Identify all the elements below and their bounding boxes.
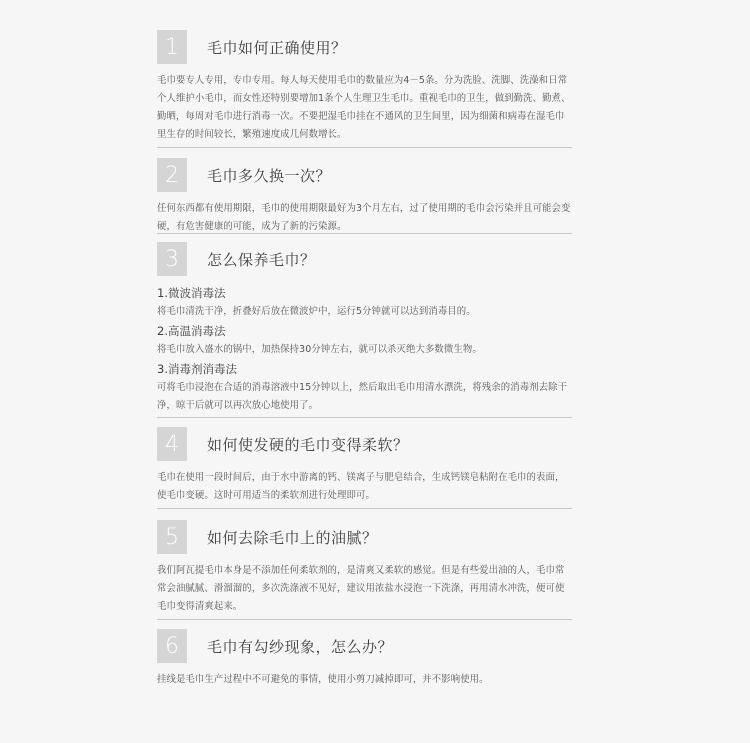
method-title: 3.消毒剂消毒法	[157, 362, 237, 376]
method-title: 2.高温消毒法	[157, 324, 226, 338]
section-paragraph: 毛巾要专人专用，专巾专用。每人每天使用毛巾的数量应为4－5条。分为洗脸、洗脚、洗澡和日常个人维护小毛巾，而女性还特别要增加1条个人生理卫生毛巾。重视毛巾的卫生，做到勤洗、勤煮、勤晒，每周对毛巾进行消毒一次。不要把湿毛巾挂在不通风的卫生间里，因为细菌和病毒在湿毛巾里生存的时间较长，繁殖速度成几何数增长。	[157, 75, 571, 140]
section-6	[157, 629, 572, 689]
section-header	[157, 427, 572, 461]
section-number-badge: 6	[157, 629, 187, 663]
divider	[157, 619, 572, 620]
divider	[157, 417, 572, 418]
divider	[157, 147, 572, 148]
section-number-badge: 3	[157, 242, 187, 276]
section-1	[157, 30, 572, 144]
section-paragraph: 挂线是毛巾生产过程中不可避免的事情，使用小剪刀减掉即可，并不影响使用。	[157, 674, 489, 685]
divider	[157, 233, 572, 234]
section-3	[157, 242, 572, 415]
divider	[157, 508, 572, 509]
section-4	[157, 427, 572, 505]
section-title: 如何去除毛巾上的油腻？	[207, 528, 378, 547]
section-2	[157, 158, 572, 236]
section-title: 毛巾有勾纱现象，怎么办？	[207, 637, 394, 656]
section-number-badge: 5	[157, 520, 187, 554]
section-title: 毛巾多久换一次？	[207, 166, 332, 185]
section-paragraph: 毛巾在使用一段时间后，由于水中游离的钙、镁离子与肥皂结合，生成钙镁皂粘附在毛巾的表面，使毛巾变硬。这时可用适当的柔软剂进行处理即可。	[157, 472, 565, 501]
method-description: 将毛巾放入盛水的锅中，加热保持30分钟左右，就可以杀灭绝大多数微生物。	[157, 344, 482, 355]
section-paragraph: 我们阿瓦提毛巾本身是不添加任何柔软剂的，是清爽又柔软的感觉。但是有些爱出油的人，毛巾常常会油腻腻、滑溜溜的，多次洗涤液不见好，建议用浓盐水浸泡一下洗涤，再用清水冲洗，便可使毛巾变得清爽起来。	[157, 565, 565, 612]
method-title: 1.微波消毒法	[157, 286, 226, 300]
section-header	[157, 520, 572, 554]
section-number-badge: 4	[157, 427, 187, 461]
section-title: 毛巾如何正确使用？	[207, 38, 347, 57]
method-description: 可将毛巾浸泡在合适的消毒溶液中15分钟以上，然后取出毛巾用清水漂洗，将残余的消毒剂去除干净，晾干后就可以再次放心地使用了。	[157, 382, 568, 411]
section-paragraph: 任何东西都有使用期限，毛巾的使用期限最好为3个月左右，过了使用期的毛巾会污染并且可能会变硬，有危害健康的可能，成为了新的污染源。	[157, 203, 571, 232]
section-header	[157, 30, 572, 64]
section-header	[157, 242, 572, 276]
section-5	[157, 520, 572, 616]
section-title: 怎么保养毛巾？	[207, 250, 316, 269]
method-description: 将毛巾清洗干净，折叠好后放在微波炉中，运行5分钟就可以达到消毒目的。	[157, 306, 476, 317]
section-header	[157, 158, 572, 192]
section-header	[157, 629, 572, 663]
section-number-badge: 1	[157, 30, 187, 64]
section-number-badge: 2	[157, 158, 187, 192]
section-title: 如何使发硬的毛巾变得柔软？	[207, 435, 409, 454]
